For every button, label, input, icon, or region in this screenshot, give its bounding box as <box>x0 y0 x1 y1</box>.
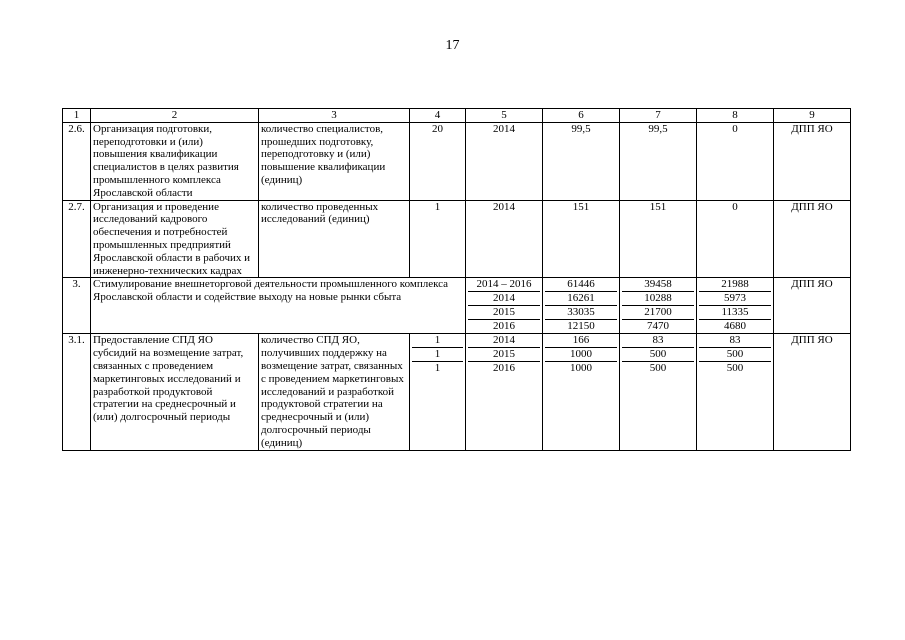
executor: ДПП ЯО <box>774 200 851 278</box>
regional-amount: 39458 <box>644 278 672 291</box>
executor: ДПП ЯО <box>774 278 851 334</box>
year: 2014 <box>466 200 543 278</box>
year-list <box>466 278 543 334</box>
total-list <box>543 278 620 334</box>
indicator-name: количество специалистов, прошедших подготовку, переподготовку и (или) повышение квалификации (единиц) <box>259 122 410 200</box>
activity-name: Предоставление СПД ЯО субсидий на возмещение затрат, связанных с проведением маркетинговых исследований и разработкой продуктовой стратегии на среднесрочный и (или) долгосрочный периоды <box>91 334 259 450</box>
year: 2015 <box>468 306 540 320</box>
regional-amount: 7470 <box>622 320 694 334</box>
regional-amount: 151 <box>620 200 697 278</box>
row-number: 2.6. <box>63 122 91 200</box>
activity-name: Организация подготовки, переподготовки и (или) повышения квалификации специалистов в целях развития промышленного комплекса Ярославской области <box>91 122 259 200</box>
year: 2016 <box>468 362 540 376</box>
header-cell: 8 <box>697 109 774 123</box>
regional-amount: 500 <box>622 348 694 362</box>
header-cell: 3 <box>259 109 410 123</box>
header-cell: 2 <box>91 109 259 123</box>
header-cell: 6 <box>543 109 620 123</box>
regional-amount: 10288 <box>622 292 694 306</box>
table-row <box>63 200 851 278</box>
value-list <box>410 334 466 450</box>
indicator-name: количество проведенных исследований (единиц) <box>259 200 410 278</box>
total-amount: 1000 <box>545 362 617 376</box>
table-row <box>63 122 851 200</box>
year: 2014 – 2016 <box>476 278 532 291</box>
year: 2014 <box>466 122 543 200</box>
row-number: 2.7. <box>63 200 91 278</box>
other-amount: 5973 <box>699 292 771 306</box>
total-amount: 12150 <box>545 320 617 334</box>
header-cell: 9 <box>774 109 851 123</box>
total-amount: 151 <box>543 200 620 278</box>
regional-amount: 83 <box>652 334 664 347</box>
year: 2014 <box>493 334 515 347</box>
year: 2016 <box>468 320 540 334</box>
other-amount: 83 <box>729 334 741 347</box>
header-cell: 1 <box>63 109 91 123</box>
other-amount: 0 <box>697 122 774 200</box>
header-cell: 7 <box>620 109 697 123</box>
other-amount: 0 <box>697 200 774 278</box>
table-row <box>63 278 851 334</box>
executor: ДПП ЯО <box>774 122 851 200</box>
indicator-value: 1 <box>412 362 463 376</box>
other-amount: 500 <box>699 348 771 362</box>
activity-name: Организация и проведение исследований кадрового обеспечения и потребностей промышленных предприятий Ярославской области в рабочих и инженерно-технических кадрах <box>91 200 259 278</box>
regional-amount: 99,5 <box>620 122 697 200</box>
indicator-value: 1 <box>434 334 441 347</box>
regional-amount: 21700 <box>622 306 694 320</box>
row-number: 3. <box>63 278 91 334</box>
indicator-value: 1 <box>410 200 466 278</box>
page-number: 17 <box>445 38 460 53</box>
total-list <box>543 334 620 450</box>
table-row <box>63 334 851 450</box>
total-amount: 166 <box>572 334 590 347</box>
total-amount: 16261 <box>545 292 617 306</box>
executor: ДПП ЯО <box>774 334 851 450</box>
other-amount: 4680 <box>699 320 771 334</box>
regional-amount: 500 <box>622 362 694 376</box>
regional-list <box>620 278 697 334</box>
other-list <box>697 334 774 450</box>
year-list <box>466 334 543 450</box>
regional-list <box>620 334 697 450</box>
indicator-value: 20 <box>410 122 466 200</box>
section-title: Стимулирование внешнеторговой деятельности промышленного комплекса Ярославской области и содействие выходу на новые рынки сбыта <box>91 278 466 334</box>
header-cell: 4 <box>410 109 466 123</box>
total-amount: 33035 <box>545 306 617 320</box>
total-amount: 99,5 <box>543 122 620 200</box>
year: 2014 <box>468 292 540 306</box>
other-amount: 21988 <box>721 278 749 291</box>
year: 2015 <box>468 348 540 362</box>
row-number: 3.1. <box>63 334 91 450</box>
other-list <box>697 278 774 334</box>
program-table <box>62 108 851 451</box>
total-amount: 1000 <box>545 348 617 362</box>
indicator-name: количество СПД ЯО, получивших поддержку на возмещение затрат, связанных с проведением маркетинговых исследований и разработкой продуктовой стратегии на среднесрочный и (или) долгосрочный периоды (единиц) <box>259 334 410 450</box>
other-amount: 500 <box>699 362 771 376</box>
header-row <box>63 109 851 123</box>
other-amount: 11335 <box>699 306 771 320</box>
total-amount: 61446 <box>567 278 595 291</box>
indicator-value: 1 <box>412 348 463 362</box>
header-cell: 5 <box>466 109 543 123</box>
